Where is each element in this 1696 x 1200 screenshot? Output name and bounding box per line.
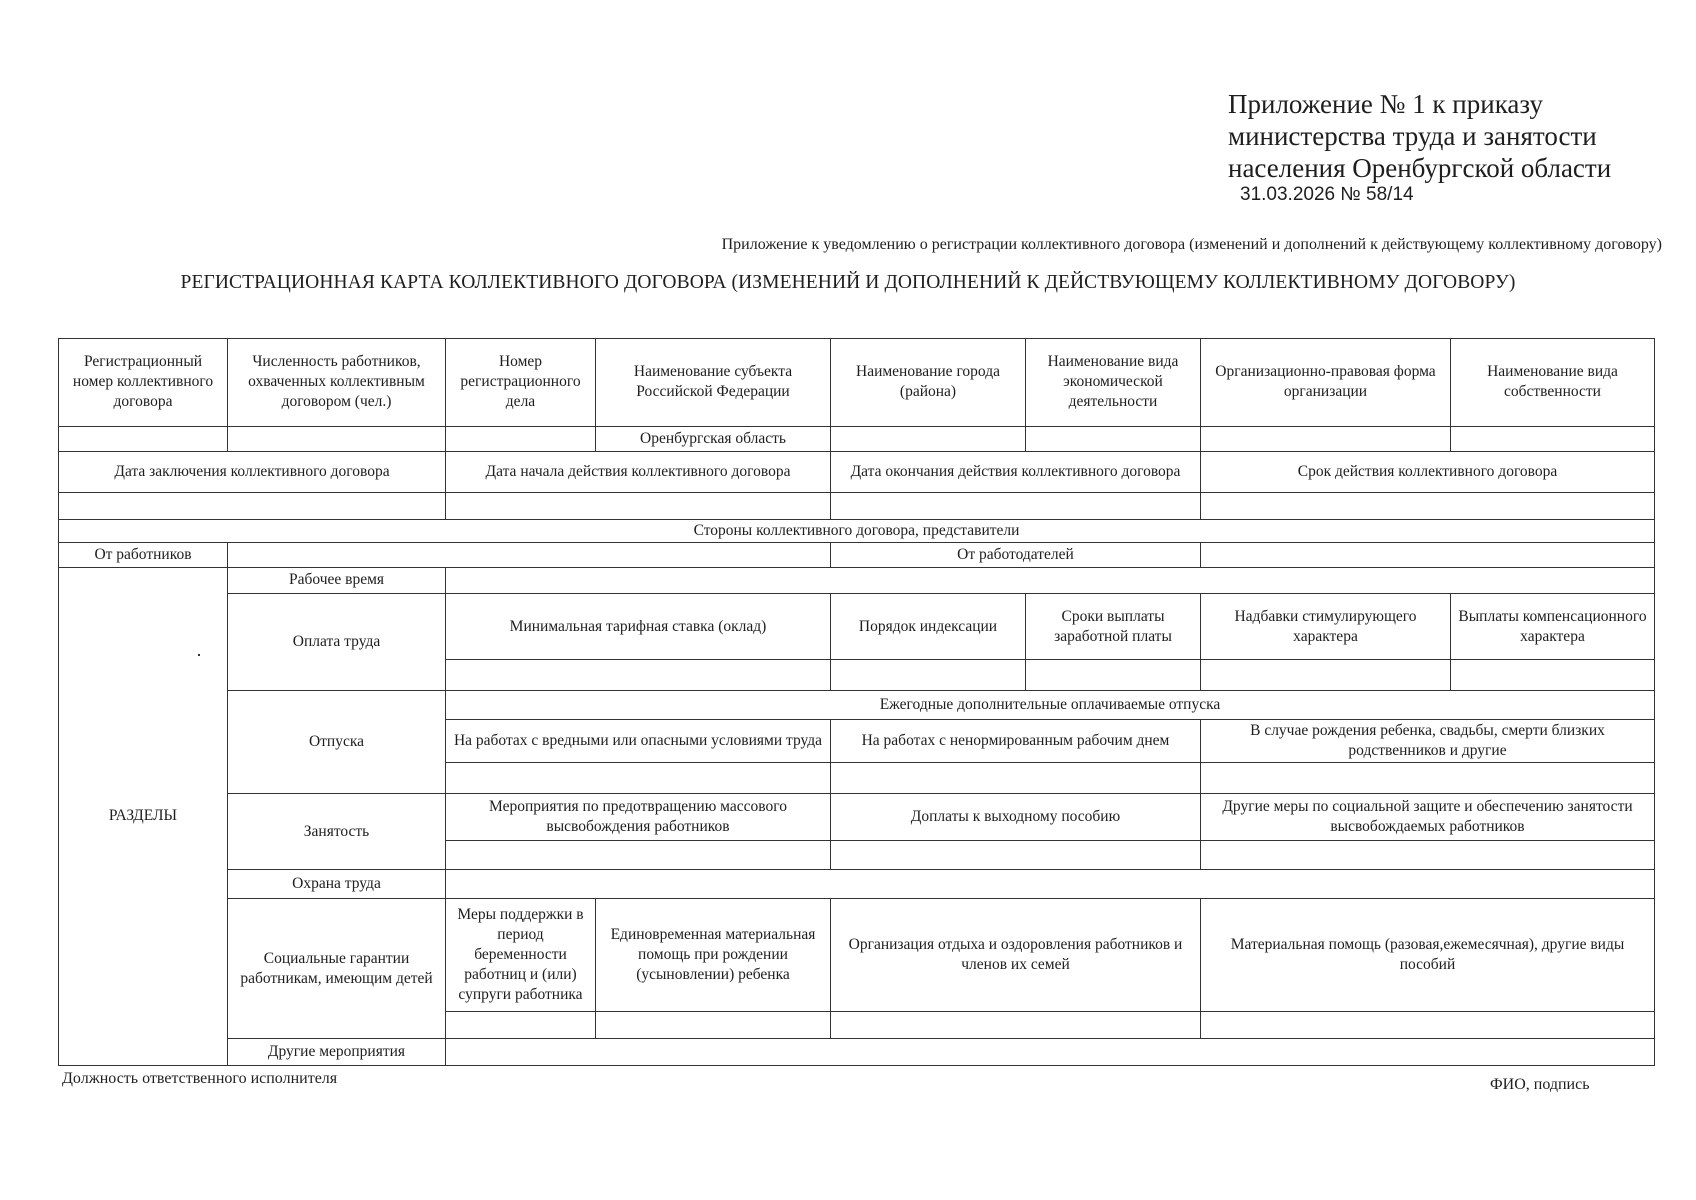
section-row-other [59, 1039, 1655, 1066]
workers-count-cell [228, 426, 446, 452]
section-social: Социальные гарантии работникам, имеющим детей [228, 899, 446, 1039]
from-workers-cell [228, 542, 831, 567]
notification-appendix-note: Приложение к уведомлению о регистрации коллективного договора (изменений и дополнений к действующему коллективному договору) [721, 236, 1662, 253]
pay-compensation-cell [1451, 660, 1655, 691]
vacation-irregular-header: На работах с ненормированным рабочим днем [831, 719, 1201, 762]
pay-min-rate-header: Минимальная тарифная ставка (оклад) [446, 594, 831, 660]
social-material-aid-header: Материальная помощь (разовая,ежемесячная), другие виды пособий [1201, 899, 1655, 1012]
executor-position-label: Должность ответственного исполнителя [62, 1070, 338, 1087]
parties-title-row [59, 520, 1655, 543]
appendix-header-line: министерства труда и занятости [1228, 121, 1597, 151]
start-date-header: Дата начала действия коллективного договора [446, 452, 831, 493]
vacation-family-cell [1201, 763, 1655, 794]
social-recreation-header: Организация отдыха и оздоровления работников и членов их семей [831, 899, 1201, 1012]
social-birth-aid-cell [596, 1012, 831, 1039]
section-vacation: Отпуска [228, 691, 446, 794]
section-work-time: Рабочее время [228, 567, 446, 594]
conclusion-date-header: Дата заключения коллективного договора [59, 452, 446, 493]
parties-row [59, 542, 1655, 567]
parties-title: Стороны коллективного договора, представители [59, 520, 1655, 543]
ownership-cell [1451, 426, 1655, 452]
legal-form-cell [1201, 426, 1451, 452]
vacation-title: Ежегодные дополнительные оплачиваемые отпуска [446, 691, 1655, 720]
vacation-irregular-cell [831, 763, 1201, 794]
section-other: Другие мероприятия [228, 1039, 446, 1066]
section-row-work-time [59, 567, 1655, 594]
from-workers-label: От работников [59, 542, 228, 567]
section-employment: Занятость [228, 794, 446, 870]
term-header: Срок действия коллективного договора [1201, 452, 1655, 493]
sections-label: РАЗДЕЛЫ [59, 567, 228, 1065]
pay-terms-cell [1026, 660, 1201, 691]
term-cell [1201, 493, 1655, 520]
vacation-family-header: В случае рождения ребенка, свадьбы, смерти близких родственников и другие [1201, 719, 1655, 762]
section-row-safety [59, 870, 1655, 899]
name-signature-label: ФИО, подпись [1490, 1076, 1590, 1093]
region-value: Оренбургская область [596, 426, 831, 452]
city-cell [831, 426, 1026, 452]
activity-cell [1026, 426, 1201, 452]
employment-prevention-header: Мероприятия по предотвращению массового высвобождения работников [446, 794, 831, 841]
col-header-legal-form: Организационно-правовая форма организации [1201, 339, 1451, 427]
employment-other-measures-header: Другие меры по социальной защите и обеспечению занятости высвобождаемых работников [1201, 794, 1655, 841]
case-number-cell [446, 426, 596, 452]
employment-prevention-cell [446, 841, 831, 870]
employment-severance-cell [831, 841, 1201, 870]
social-birth-aid-header: Единовременная материальная помощь при рождении (усыновлении) ребенка [596, 899, 831, 1012]
from-employers-cell [1201, 542, 1655, 567]
work-time-cell [446, 567, 1655, 594]
dates-header-row [59, 452, 1655, 493]
pay-compensation-header: Выплаты компенсационного характера [1451, 594, 1655, 660]
col-header-region: Наименование субъекта Российской Федерации [596, 339, 831, 427]
social-pregnancy-header: Меры поддержки в период беременности работниц и (или) супруги работника [446, 899, 596, 1012]
dates-values-row [59, 493, 1655, 520]
col-header-reg-number: Регистрационный номер коллективного договора [59, 339, 228, 427]
conclusion-date-cell [59, 493, 446, 520]
section-row-social [59, 899, 1655, 1012]
vacation-hazard-header: На работах с вредными или опасными условиями труда [446, 719, 831, 762]
section-row-pay [59, 594, 1655, 660]
col-header-workers-count: Численность работников, охваченных коллективным договором (чел.) [228, 339, 446, 427]
other-cell [446, 1039, 1655, 1066]
from-employers-label: От работодателей [831, 542, 1201, 567]
social-pregnancy-cell [446, 1012, 596, 1039]
reg-number-cell [59, 426, 228, 452]
section-row-employment [59, 794, 1655, 841]
pay-terms-header: Сроки выплаты заработной платы [1026, 594, 1201, 660]
order-date-number: 31.03.2026 № 58/14 [1240, 184, 1414, 205]
start-date-cell [446, 493, 831, 520]
col-header-case-number: Номер регистрационного дела [446, 339, 596, 427]
values-row [59, 426, 1655, 452]
appendix-header [1228, 88, 1668, 206]
pay-min-rate-cell [446, 660, 831, 691]
employment-severance-header: Доплаты к выходному пособию [831, 794, 1201, 841]
pay-indexation-header: Порядок индексации [831, 594, 1026, 660]
social-recreation-cell [831, 1012, 1201, 1039]
pay-indexation-cell [831, 660, 1026, 691]
section-pay: Оплата труда [228, 594, 446, 691]
header-row [59, 339, 1655, 427]
col-header-city: Наименование города (района) [831, 339, 1026, 427]
safety-cell [446, 870, 1655, 899]
pay-incentive-cell [1201, 660, 1451, 691]
col-header-activity: Наименование вида экономической деятельности [1026, 339, 1201, 427]
card-title: РЕГИСТРАЦИОННАЯ КАРТА КОЛЛЕКТИВНОГО ДОГОВОРА (ИЗМЕНЕНИЙ И ДОПОЛНЕНИЙ К ДЕЙСТВУЮЩЕМУ КОЛЛЕКТИВНОМУ ДОГОВОРУ) [180, 272, 1516, 293]
vacation-hazard-cell [446, 763, 831, 794]
social-material-aid-cell [1201, 1012, 1655, 1039]
section-row-vacation [59, 691, 1655, 720]
registration-card-table [58, 338, 1655, 1066]
pay-incentive-header: Надбавки стимулирующего характера [1201, 594, 1451, 660]
appendix-header-line: Приложение № 1 к приказу [1228, 89, 1543, 119]
employment-other-measures-cell [1201, 841, 1655, 870]
section-safety: Охрана труда [228, 870, 446, 899]
end-date-header: Дата окончания действия коллективного договора [831, 452, 1201, 493]
end-date-cell [831, 493, 1201, 520]
appendix-header-line: населения Оренбургской области [1228, 153, 1612, 183]
col-header-ownership: Наименование вида собственности [1451, 339, 1655, 427]
